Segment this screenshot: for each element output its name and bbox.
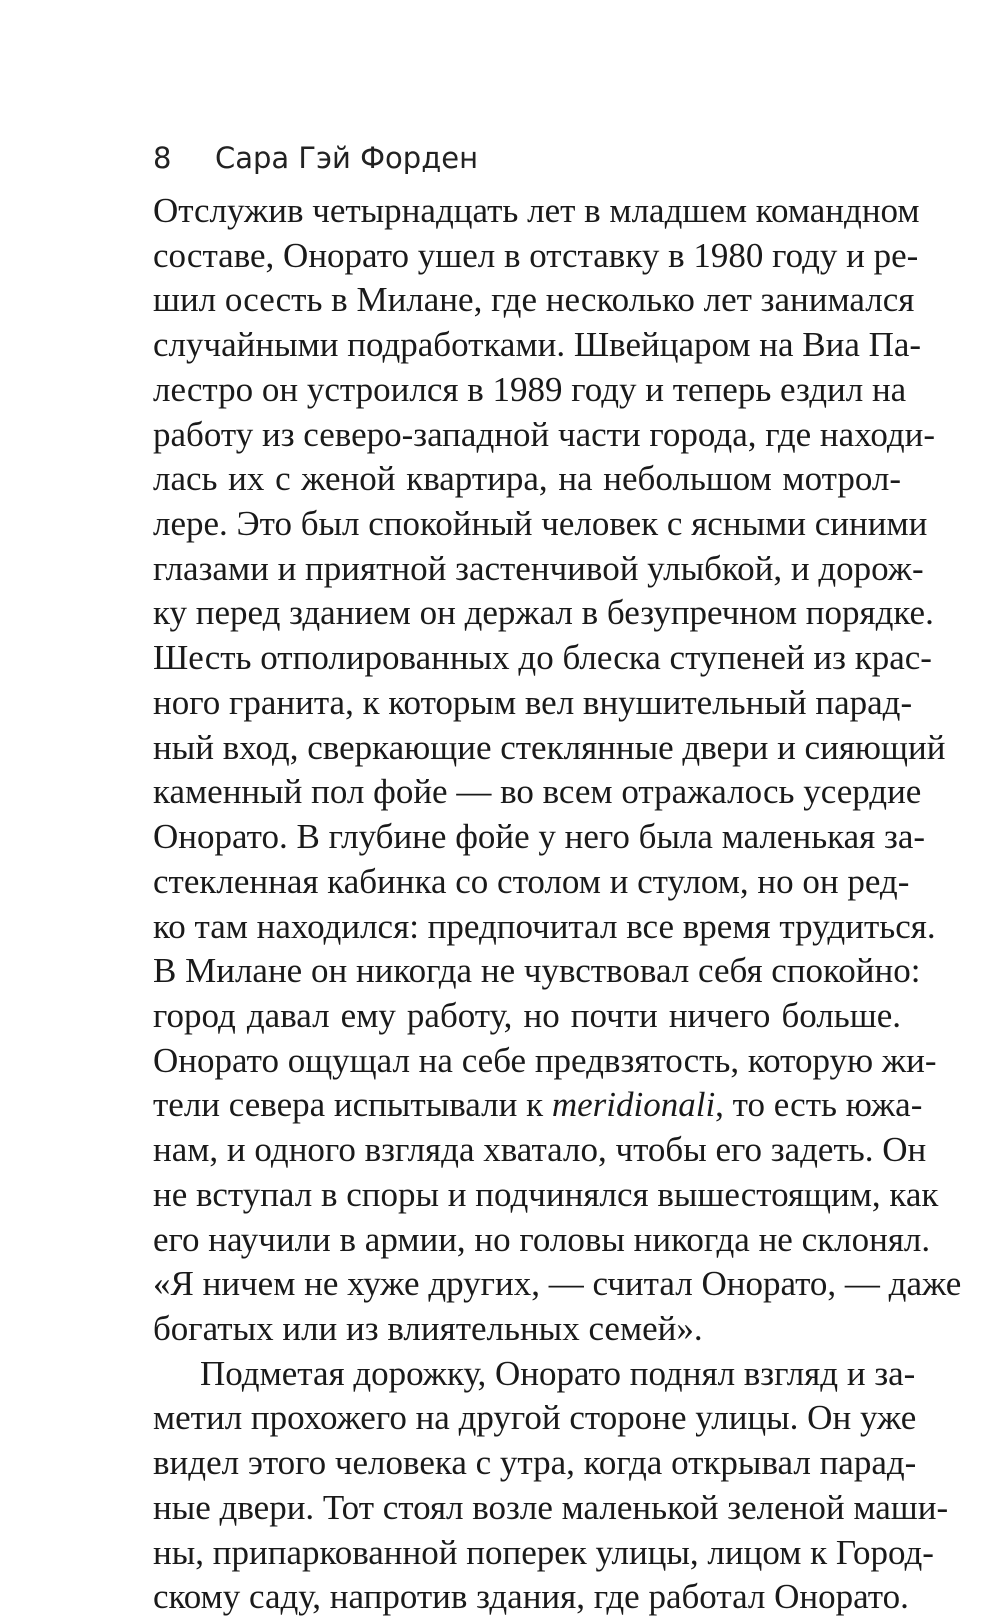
text-line: его научили в армии, но головы никогда не склонял.	[153, 1219, 931, 1259]
text-line: ны, припаркованной поперек улицы, лицом к Город-	[153, 1532, 934, 1572]
text-line: скому саду, напротив здания, где работал Онорато.	[153, 1577, 909, 1617]
text-line: ку перед зданием он держал в безупречном порядке.	[153, 593, 934, 633]
author-name: Сара Гэй Форден	[215, 141, 479, 175]
running-head	[153, 140, 478, 176]
text-line: стекленная кабинка со столом и стулом, но он ред-	[153, 861, 910, 901]
line-text-before: тели севера испытывали к	[153, 1085, 552, 1125]
text-line: ные двери. Тот стоял возле маленькой зеленой маши-	[153, 1487, 949, 1527]
text-line: каменный пол фойе — во всем отражалось усердие	[153, 772, 922, 812]
text-line: лере. Это был спокойный человек с ясными синими	[153, 504, 928, 544]
text-line: работу из северо-западной части города, где находи-	[153, 414, 936, 454]
text-line-paragraph-start: Подметая дорожку, Онорато поднял взгляд и за-	[200, 1353, 916, 1393]
text-line: В Милане он никогда не чувствовал себя спокойно:	[153, 951, 921, 991]
italic-term: meridionali	[551, 1085, 716, 1125]
text-line: лась их с женой квартира, на небольшом мотрол-	[153, 459, 901, 499]
text-line-with-italic	[153, 1083, 923, 1128]
text-line: глазами и приятной застенчивой улыбкой, и дорож-	[153, 548, 924, 588]
text-line: нам, и одного взгляда хватало, чтобы его задеть. Он	[153, 1130, 927, 1170]
text-line: лестро он устроился в 1989 году и теперь ездил на	[153, 369, 907, 409]
text-line: Шесть отполированных до блеска ступеней из крас-	[153, 638, 932, 678]
text-line: Онорато. В глубине фойе у него была маленькая за-	[153, 817, 926, 857]
line-text-after: , то есть южа-	[715, 1085, 923, 1125]
text-line: видел этого человека с утра, когда открывал парад-	[153, 1443, 917, 1483]
text-line: Отслужив четырнадцать лет в младшем командном	[153, 191, 920, 230]
text-line: не вступал в споры и подчинялся вышестоящим, как	[153, 1174, 939, 1214]
text-line: случайными подработками. Швейцаром на Виа Па-	[153, 325, 922, 365]
text-line: Онорато ощущал на себе предвзятость, которую жи-	[153, 1040, 937, 1080]
text-line-paragraph-end: богатых или из влиятельных семей».	[153, 1308, 703, 1348]
text-line: ного гранита, к которым вел внушительный парад-	[153, 682, 913, 722]
text-line: составе, Онорато ушел в отставку в 1980 году и ре-	[153, 235, 919, 275]
text-line: «Я ничем не хуже других, — считал Онорато, — даже	[153, 1264, 962, 1304]
page-number: 8	[153, 141, 172, 175]
text-line: метил прохожего на другой стороне улицы. Он уже	[153, 1398, 917, 1438]
body-text	[153, 189, 962, 1620]
text-line: ко там находился: предпочитал все время трудиться.	[153, 906, 936, 946]
text-line: ный вход, сверкающие стеклянные двери и сияющий	[153, 727, 946, 767]
text-line: шил осесть в Милане, где несколько лет занимался	[153, 280, 915, 320]
text-line: город давал ему работу, но почти ничего больше.	[153, 995, 901, 1035]
